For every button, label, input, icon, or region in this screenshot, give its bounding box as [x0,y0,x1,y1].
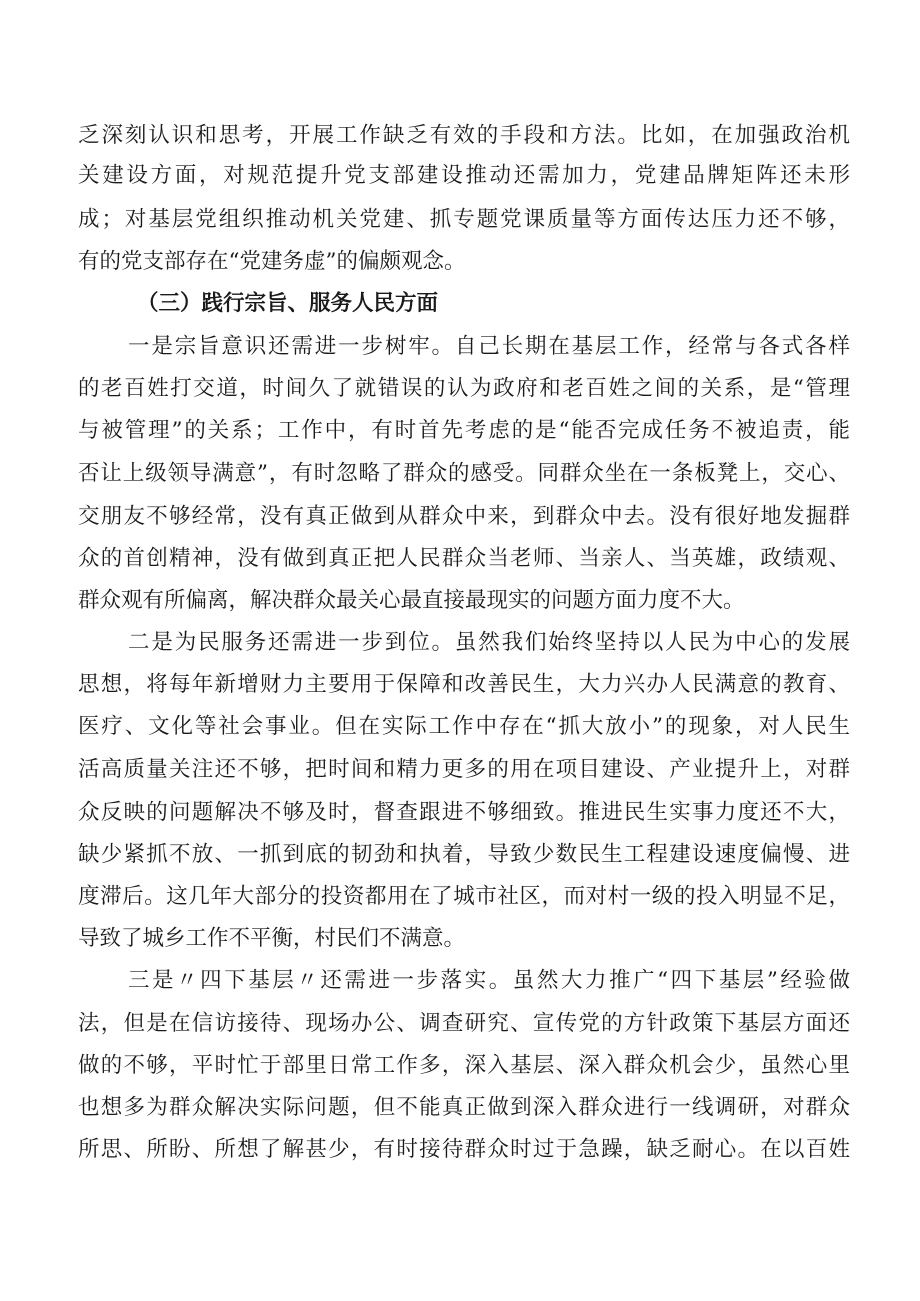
body-text-line: 法，但是在信访接待、现场办公、调查研究、宣传党的方针政策下基层方面还 [78,1011,850,1036]
section-heading: （三）践行宗旨、服务人民方面 [137,291,439,316]
body-text-line: 乏深刻认识和思考，开展工作缺乏有效的手段和方法。比如，在加强政治机 [78,123,850,148]
body-text-line: 缺少紧抓不放、一抓到底的韧劲和执着，导致少数民生工程建设速度偏慢、进 [78,842,850,867]
body-text-line: 关建设方面，对规范提升党支部建设推动还需加力，党建品牌矩阵还未形 [78,163,850,188]
body-text-line: 群众观有所偏离，解决群众最关心最直接最现实的问题方面力度不大。 [78,588,745,613]
paragraph-first-line: 二是为民服务还需进一步到位。虽然我们始终坚持以人民为中心的发展 [128,630,850,655]
body-text-line: 与被管理”的关系；工作中，有时首先考虑的是“能否完成任务不被追责，能 [78,418,850,443]
body-text-line: 度滞后。这几年大部分的投资都用在了城市社区，而对村一级的投入明显不足， [78,884,850,909]
paragraph-first-line: 三是〃四下基层〃还需进一步落实。虽然大力推广“四下基层”经验做 [128,968,850,993]
body-text-line: 成；对基层党组织推动机关党建、抓专题党课质量等方面传达压力还不够， [78,207,850,232]
body-text-line: 交朋友不够经常，没有真正做到从群众中来，到群众中去。没有很好地发掘群 [78,504,850,529]
body-text-line: 众的首创精神，没有做到真正把人民群众当老师、当亲人、当英雄，政绩观、 [78,546,850,571]
body-text-line: 也想多为群众解决实际问题，但不能真正做到深入群众进行一线调研，对群众 [78,1095,850,1120]
paragraph-first-line: 一是宗旨意识还需进一步树牢。自己长期在基层工作，经常与各式各样 [128,334,850,359]
body-text-line: 医疗、文化等社会事业。但在实际工作中存在“抓大放小”的现象，对人民生 [78,714,850,739]
body-text-line: 众反映的问题解决不够及时，督查跟进不够细致。推进民生实事力度还不大， [78,800,850,825]
body-text-line: 有的党支部存在“党建务虚”的偏颇观念。 [78,249,466,274]
body-text-line: 做的不够，平时忙于部里日常工作多，深入基层、深入群众机会少，虽然心里 [78,1053,850,1078]
body-text-line: 的老百姓打交道，时间久了就错误的认为政府和老百姓之间的关系，是“管理 [78,376,850,401]
body-text-line: 否让上级领导满意”，有时忽略了群众的感受。同群众坐在一条板凳上，交心、 [78,461,850,486]
body-text-line: 导致了城乡工作不平衡，村民们不满意。 [78,926,466,951]
body-text-line: 思想，将每年新增财力主要用于保障和改善民生，大力兴办人民满意的教育、 [78,672,850,697]
body-text-line: 活高质量关注还不够，把时间和精力更多的用在项目建设、产业提升上，对群 [78,757,850,782]
body-text-line: 所思、所盼、所想了解甚少，有时接待群众时过于急躁，缺乏耐心。在以百姓 [78,1137,850,1162]
